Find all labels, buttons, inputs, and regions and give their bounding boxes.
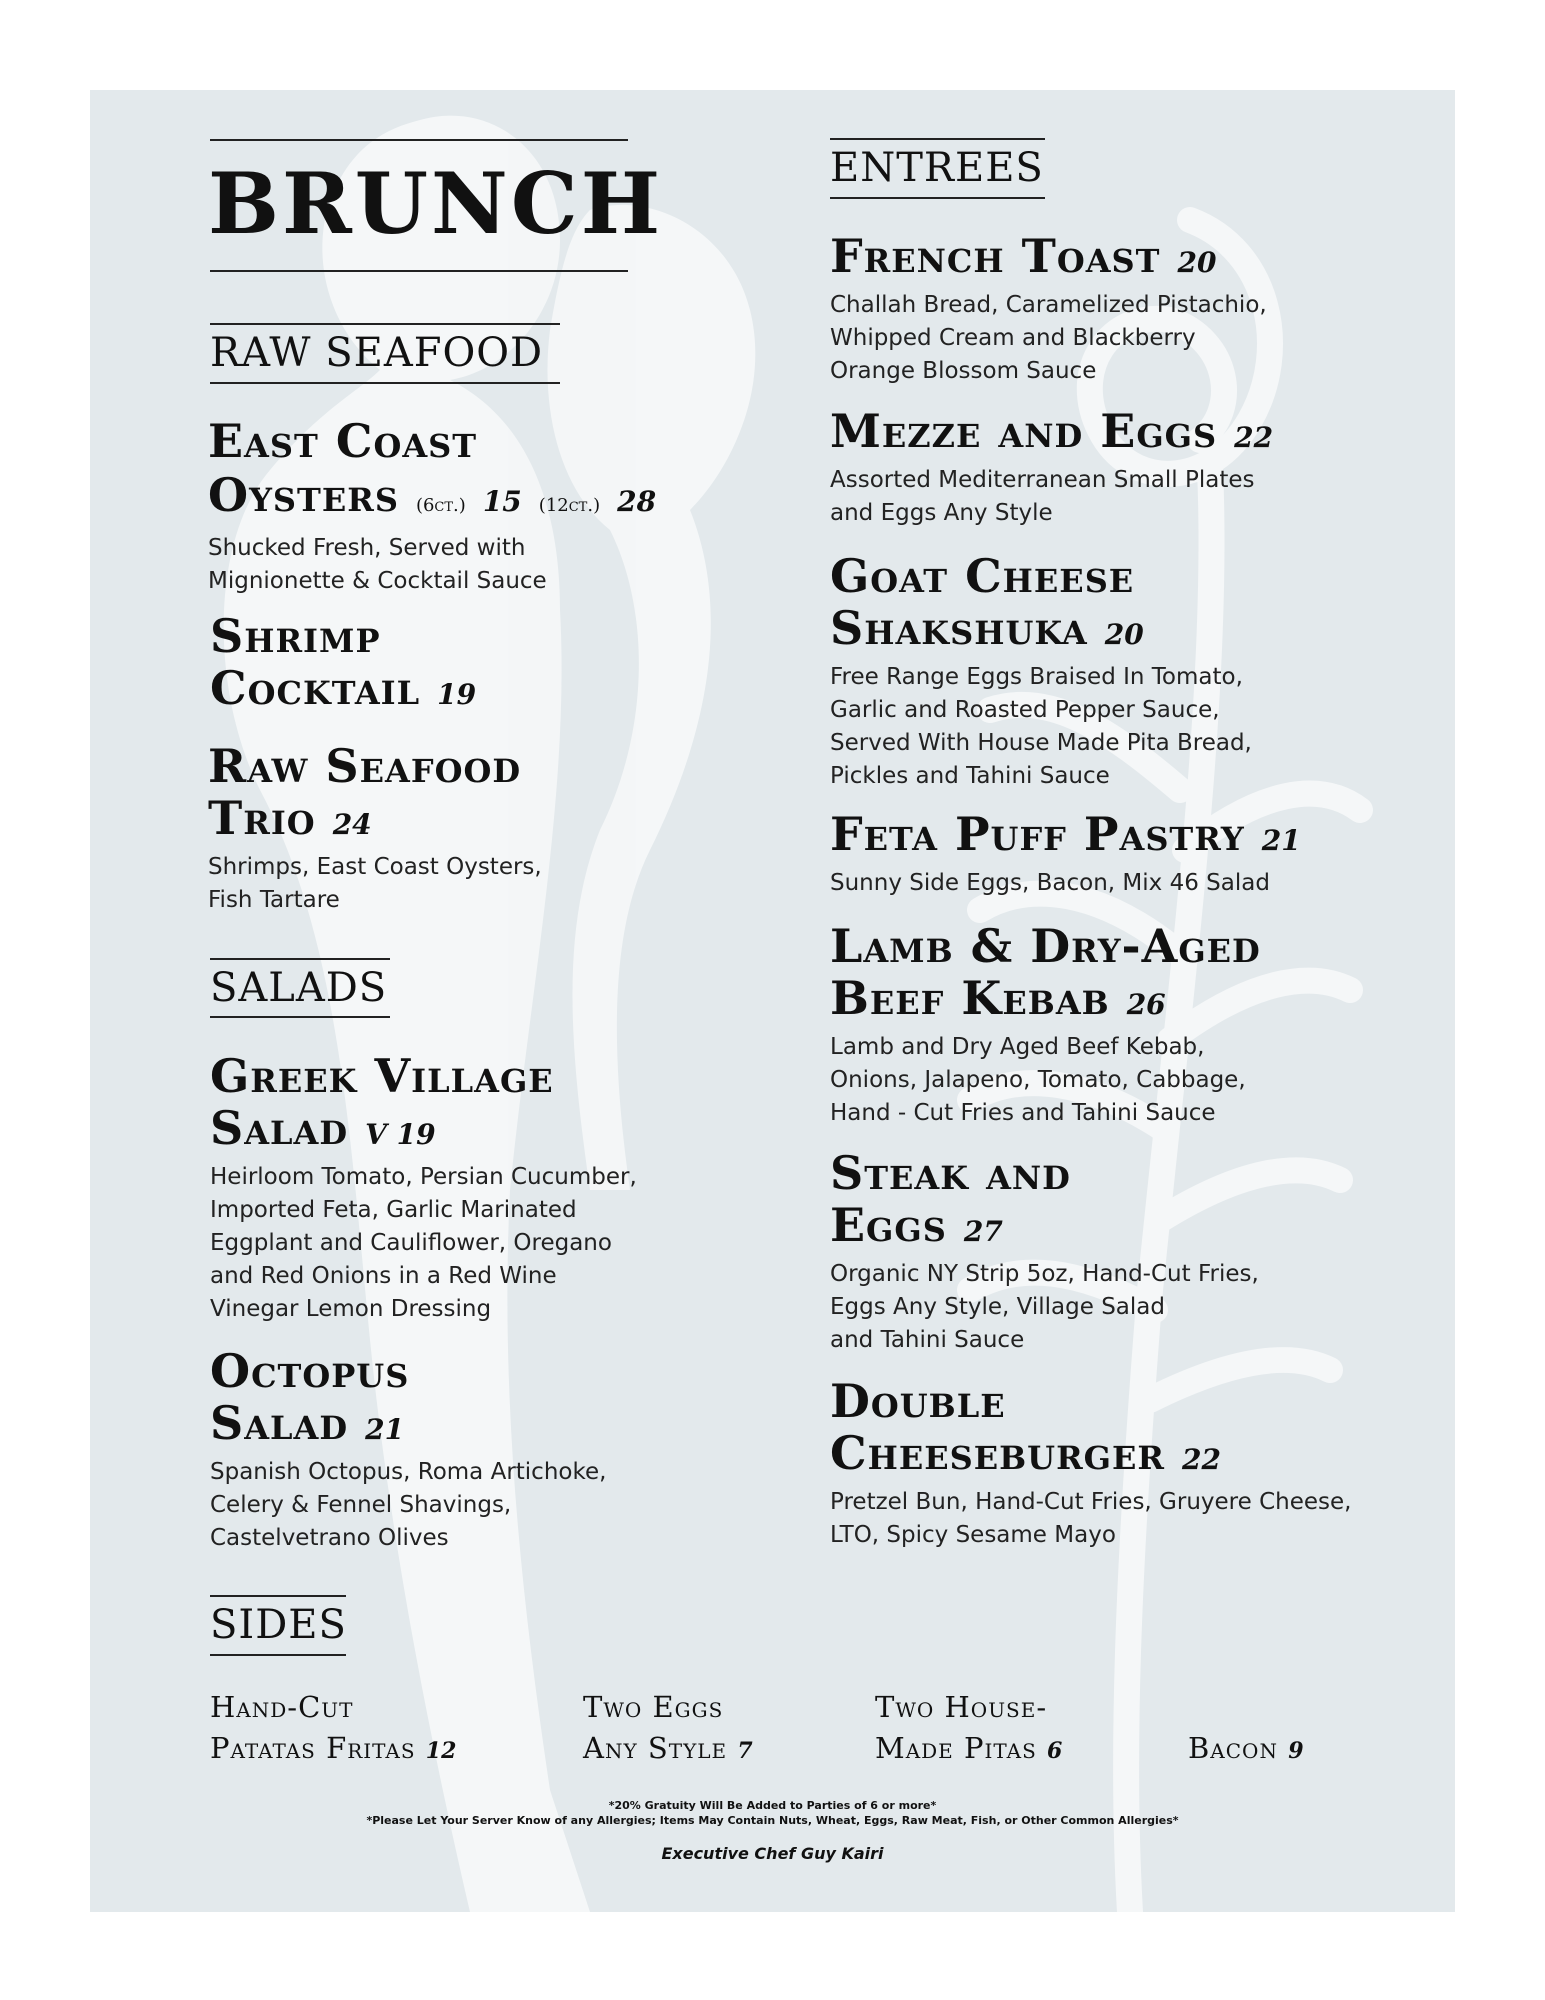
item-description: Shrimps, East Coast Oysters, — [208, 854, 542, 880]
item-description: and Tahini Sauce — [830, 1327, 1025, 1353]
section-heading-sides: SIDES — [210, 1602, 347, 1648]
item-price: 22 — [1182, 1443, 1221, 1476]
item-description: Mignionette & Cocktail Sauce — [208, 568, 547, 594]
item-name: Cheeseburger — [830, 1426, 1165, 1480]
item-description: Whipped Cream and Blackberry — [830, 325, 1196, 351]
item-description: Pretzel Bun, Hand-Cut Fries, Gruyere Cheese, — [830, 1489, 1352, 1515]
item-description: Assorted Mediterranean Small Plates — [830, 467, 1255, 493]
menu-item-octopus-salad — [210, 1345, 730, 1555]
item-name: Mezze and Eggs — [830, 404, 1218, 458]
item-description: Vinegar Lemon Dressing — [210, 1296, 492, 1322]
item-description: Pickles and Tahini Sauce — [830, 763, 1110, 789]
item-name: Octopus — [210, 1344, 410, 1398]
item-description: Free Range Eggs Braised In Tomato, — [830, 664, 1243, 690]
item-price: 19 — [437, 678, 477, 711]
side-item-pitas — [875, 1687, 1062, 1772]
item-price: V 19 — [365, 1118, 436, 1151]
side-name: Bacon — [1188, 1731, 1278, 1765]
item-description: Fish Tartare — [208, 887, 340, 913]
menu-item-steak-and-eggs — [830, 1147, 1440, 1357]
item-name: Raw Seafood — [208, 739, 522, 793]
side-name: Two House- — [875, 1690, 1048, 1724]
item-name: Goat Cheese — [830, 549, 1135, 603]
menu-item-french-toast — [830, 230, 1440, 388]
menu-item-raw-seafood-trio — [208, 740, 728, 917]
item-price: 20 — [1177, 246, 1217, 279]
item-description: Sunny Side Eggs, Bacon, Mix 46 Salad — [830, 870, 1270, 896]
item-name: Oysters — [208, 468, 399, 522]
section-rule-top — [830, 138, 1045, 140]
size-label: (12ct.) — [538, 495, 601, 516]
section-rule-bottom — [210, 382, 560, 384]
menu-item-goat-cheese-shakshuka — [830, 550, 1440, 793]
item-name: French Toast — [830, 229, 1161, 283]
title-rule-bottom — [210, 270, 628, 272]
side-price: 6 — [1047, 1738, 1063, 1764]
side-price: 9 — [1288, 1738, 1304, 1764]
menu-item-east-coast-oysters — [208, 415, 728, 598]
menu-title: BRUNCH — [208, 154, 664, 253]
chef-credit: Executive Chef Guy Kairi — [661, 1844, 884, 1863]
menu-item-mezze-and-eggs — [830, 405, 1440, 530]
item-description: and Eggs Any Style — [830, 500, 1053, 526]
item-description: Hand - Cut Fries and Tahini Sauce — [830, 1100, 1216, 1126]
item-name: East Coast — [208, 414, 478, 468]
item-name: Salad — [210, 1396, 349, 1450]
item-price: 28 — [617, 485, 657, 518]
item-name: Trio — [208, 791, 316, 845]
item-description: Spanish Octopus, Roma Artichoke, — [210, 1459, 607, 1485]
menu-item-lamb-beef-kebab — [830, 920, 1440, 1130]
item-description: and Red Onions in a Red Wine — [210, 1263, 557, 1289]
section-rule-bottom — [830, 197, 1045, 199]
item-price: 22 — [1234, 421, 1274, 454]
item-price: 21 — [1261, 824, 1301, 857]
item-description: Orange Blossom Sauce — [830, 358, 1097, 384]
item-description: Organic NY Strip 5oz, Hand-Cut Fries, — [830, 1261, 1259, 1287]
item-description: Onions, Jalapeno, Tomato, Cabbage, — [830, 1067, 1246, 1093]
item-description: Garlic and Roasted Pepper Sauce, — [830, 697, 1220, 723]
section-heading-entrees: ENTREES — [830, 145, 1044, 191]
menu-panel — [90, 90, 1455, 1912]
side-name: Two Eggs — [583, 1690, 724, 1724]
item-price: 15 — [482, 485, 522, 518]
side-name: Made Pitas — [875, 1731, 1037, 1765]
menu-item-feta-puff-pastry — [830, 808, 1450, 900]
side-item-patatas-fritas — [210, 1687, 456, 1772]
side-item-bacon — [1188, 1728, 1304, 1772]
section-heading-raw-seafood: RAW SEAFOOD — [210, 330, 544, 376]
section-rule-top — [210, 958, 390, 960]
item-description: Eggplant and Cauliflower, Oregano — [210, 1230, 612, 1256]
gratuity-note: *20% Gratuity Will Be Added to Parties of 6 or more* — [608, 1799, 937, 1812]
item-name: Shrimp — [210, 609, 381, 663]
item-price: 27 — [963, 1215, 1003, 1248]
item-price: 26 — [1126, 988, 1166, 1021]
menu-item-greek-village-salad — [210, 1050, 730, 1326]
item-name: Beef Kebab — [830, 971, 1110, 1025]
item-price: 21 — [365, 1413, 405, 1446]
allergy-note: *Please Let Your Server Know of any Allergies; Items May Contain Nuts, Wheat, Eggs, Raw Meat, Fish, or Other Common Allergies* — [366, 1814, 1179, 1827]
item-name: Salad — [210, 1101, 349, 1155]
section-rule-bottom — [210, 1654, 346, 1656]
item-description: Lamb and Dry Aged Beef Kebab, — [830, 1034, 1205, 1060]
item-name: Eggs — [830, 1198, 947, 1252]
side-item-two-eggs — [583, 1687, 753, 1772]
item-description: Imported Feta, Garlic Marinated — [210, 1197, 577, 1223]
item-description: Eggs Any Style, Village Salad — [830, 1294, 1165, 1320]
item-name: Greek Village — [210, 1049, 554, 1103]
section-heading-salads: SALADS — [210, 965, 388, 1011]
item-name: Shakshuka — [830, 601, 1088, 655]
side-name: Any Style — [583, 1731, 728, 1765]
section-rule-bottom — [210, 1016, 390, 1018]
item-name: Cocktail — [210, 661, 421, 715]
menu-item-double-cheeseburger — [830, 1375, 1450, 1552]
item-price: 20 — [1104, 618, 1144, 651]
item-description: Castelvetrano Olives — [210, 1525, 449, 1551]
menu-item-shrimp-cocktail — [210, 610, 730, 721]
side-name: Patatas Fritas — [210, 1731, 416, 1765]
item-description: Challah Bread, Caramelized Pistachio, — [830, 292, 1267, 318]
section-rule-top — [210, 1595, 346, 1597]
item-price: 24 — [332, 808, 372, 841]
item-description: Celery & Fennel Shavings, — [210, 1492, 512, 1518]
item-name: Double — [830, 1374, 1006, 1428]
item-description: Served With House Made Pita Bread, — [830, 730, 1252, 756]
title-rule-top — [210, 139, 628, 141]
item-name: Feta Puff Pastry — [830, 807, 1245, 861]
side-name: Hand-Cut — [210, 1690, 354, 1724]
item-description: LTO, Spicy Sesame Mayo — [830, 1522, 1116, 1548]
size-label: (6ct.) — [415, 495, 466, 516]
item-name: Lamb & Dry-Aged — [830, 919, 1261, 973]
section-rule-top — [210, 323, 560, 325]
side-price: 7 — [737, 1738, 753, 1764]
item-name: Steak and — [830, 1146, 1071, 1200]
item-description: Heirloom Tomato, Persian Cucumber, — [210, 1164, 637, 1190]
item-description: Shucked Fresh, Served with — [208, 535, 526, 561]
side-price: 12 — [425, 1738, 457, 1764]
